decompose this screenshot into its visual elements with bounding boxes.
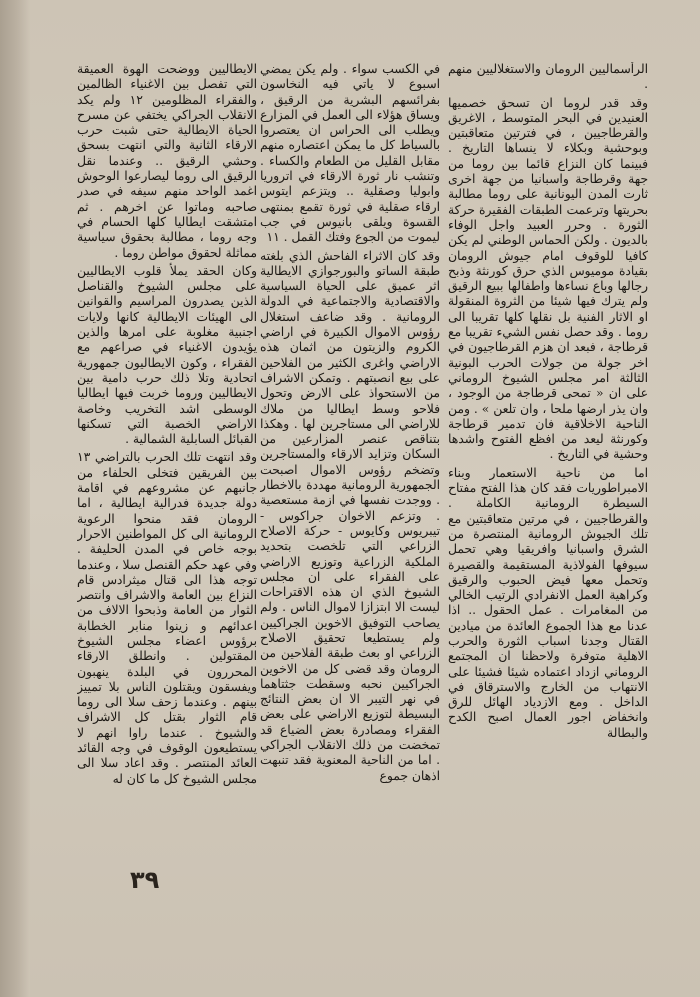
paragraph: وكان الحقد يملأ قلوب الايطاليين على مجلس الشيوخ والقناصل الذين يصدرون المراسيم والقوانين الى الهيئات الايطالية كانها ولايات اجنبية مغلوبة على امرها والذين يؤيدون الاغنياء في صراعهم مع الفقراء ، وكون الايطاليون جمهورية اتحادية وتلا ذلك حرب دامية بين الايطاليين وروما خربت فيها ايطاليا الوسطى اشد التخريب وخاصة الاراضي الخصبة التي تسكنها القبائل السابلية الشمالية .	[77, 263, 257, 447]
paragraph: اما من ناحية الاستعمار وبناء الامبراطوريات فقد كان هذا الفتح مفتاح السيطرة الرومانية الكاملة . والقرطاجيين ، في مرتين متعاقبتين مع تلك الجيوش الرومانية المنتصرة من الشرق واسبانيا وافريقيا وهي تحمل سيوفها الفولاذية المستقيمة والقصيرة وتحمل معها فيض الحبوب والرقيق وكراهية العمل الانفرادي الرتيب الخالي من المغامرات . عمل الحقول .. اذا عدنا مع هذا الجموع العائدة من ميادين القتال وجدنا اسباب الثورة والحرب الاهلية متوفرة ولاحظنا ان المجتمع الروماني ازداد اعتماده شيئا فشيئا على الانتهاب من الخارج والاسترقاق في الداخل . ومع الازدياد الهائل للرق وانخفاض اجور العمال اصبح الكدح والبطالة	[448, 465, 648, 740]
paragraph: وقد قدر لروما ان تسحق خصميها العنيدين في البحر المتوسط ، الاغريق والقرطاجيين ، في فترتين متعاقبتين وبوحشية وبكلاء لا ينساها التاريخ . فبينما كان النزاع قائما بين روما من جهة وقرطاجة واسبانيا من جهة اخرى ثارت المدن اليونانية على روما مطالبة بحريتها وترعمت الطبقات الفقيرة حركة الثورة . وحرر العبيد واجل الوفاء بالديون . ولكن الحماس الوطني لم يكن كافيا للوقوف امام جيوش الرومان بقيادة موميوس الذي حرق كورنثة وذبح رجالها وباع نساءها واطفالها ببيع الرقيق ولم يترك فيها شيئا من الثروة المنقولة او الاثار الفنية بل نقلها كلها تقريبا الى روما . وقد حصل نفس الشيء تقريبا مع قرطاجة ، فبعد ان هزم القرطاجيون في اخر جولة من جولات الحرب البونية الثالثة امر مجلس الشيوخ الروماني على ان « تمحى قرطاجة من الوجود ، وان يذر ارضها ملحا ، وان تلعن » . ومن الناحية الاخلاقية فان تدمير قرطاجة وكورنثة ليعد من افظع الفتوح واشدها وحشية في التاريخ .	[448, 95, 648, 462]
paragraph: الرأسماليين الرومان والاستغلاليين منهم .	[448, 62, 648, 92]
binding-shadow	[0, 0, 30, 997]
paragraph: الايطاليين ووضحت الهوة العميقة التي تفصل بين الاغنياء الظالمين والفقراء المظلومين ١٢ ولم يكد الانقلاب الجراكي يختفي عن مسرح الحياة الايطالية حتى شبت حرب الارقاء الثانية والتي انتهت بسحق وحشي الرقيق .. وعندما نقل الرقيق الى روما ليصارعوا الوحوش اغمد الواحد منهم سيفه في صدر صاحبه وماتوا عن اخرهم . ثم امتشقت ايطاليا كلها الحسام في وجه روما ، مطالبة بحقوق سياسية مماثلة لحقوق مواطن روما .	[77, 62, 257, 260]
text-column-left	[77, 62, 257, 862]
paragraph: وقد انتهت تلك الحرب بالتراضي ١٣ بين الفريقين فتخلى الحلفاء من جانبهم عن مشروعهم في اقامة دولة جديدة فدرالية ايطالية ، اما الرومان فقد منحوا الرعوية الرومانية الى كل المواطنين الاحرار بوجه خاص في المدن الحليفة . وفي عهد حكم القنصل سلا ، وعندما توجه هذا الى قتال ميثرادس قام النزاع بين العامة والاشراف وانتصر الثوار من العامة وذبحوا الالاف من اعدائهم و زينوا منابر الخطابة برؤوس اعضاء مجلس الشيوخ المقتولين . وانطلق الارقاء المحررون في البلدة ينهبون ويفسقون ويقتلون الناس بلا تمييز بينهم . وعندما زحف سلا الى روما قام الثوار بقتل كل الاشراف والشيوخ . عندما راوا انهم لا يستطيعون الوقوف في وجه القائد العائد المنتصر . وقد اعاد سلا الى مجلس الشيوخ كل ما كان له	[77, 450, 257, 786]
text-column-right	[448, 62, 648, 862]
page-number: ٣٩	[130, 866, 160, 894]
paragraph: في الكسب سواء . ولم يكن يمضي اسبوع لا ياتي فيه النخاسون بفرائسهم البشرية من الرقيق ، ويساق هؤلاء الى العمل في المزارع ويطلب الى الحراس ان يعتصروا بالسياط كل ما يمكن اعتصاره منهم مقابل القليل من الطعام والكساء . وتنشب نار ثورة الارقاء في اتروريا وابوليا وصقلية .. ويتزعم ايتوس ارقاء صقلية في ثورة تقمع بمنتهى القسوة ويلقى بانيوس في جب ليموت من الجوع وفتك القمل . ١١	[260, 62, 440, 245]
text-column-middle	[260, 62, 440, 862]
paragraph: وقد كان الاثراء الفاحش الذي بلغته طبقة الساتو والبورجوازي الايطالية اثر عميق على الحياة السياسية والاقتصادية والاجتماعية في الدولة الرومانية . وقد ضاعف استغلال رؤوس الاموال الكبيرة في اراضي الكروم والزيتون من اثمان هذه الاراضي واغرى الكثير من الفلاحين على بيع انصبتهم . وتمكن الاشراف من الاستحواذ على الارض وتحول فلاحو وسط ايطاليا من ملاك للاراضي الى مستاجرين لها . وهكذا بتناقص عنصر المزارعين من السكان وتزايد الارقاء والمستاجرين وتضخم رؤوس الاموال اصبحت الجمهورية الرومانية مهددة بالاخطار . ووجدت نفسها في ازمة مستعصية . وتزعم الاخوان جراكوس - تيبريوس وكايوس - حركة الاصلاح الزراعي التي تلخصت بتحديد الملكية الزراعية وتوزيع الاراضي على الفقراء على ان مجلس الشيوخ الذي ان هذه الاقتراحات ليست الا ابتزازا لاموال الناس . ولم يصاحب التوفيق الاخوين الجراكيين ولم يستطيعا تحقيق الاصلاح الزراعي او بعث طبقة الفلاحين من الرومان وقد قضى كل من الاخوين الجراكيين نحبه وسقطت جثتاهما في نهر التيبر الا ان بعض النتائج البسيطة لتوزيع الاراضي على بعض الفقراء ومصادرة بعض الضياع قد تمخضت من ذلك الانقلاب الجراكي . اما من الناحية المعنوية فقد تنبهت اذهان جموع	[260, 248, 440, 783]
